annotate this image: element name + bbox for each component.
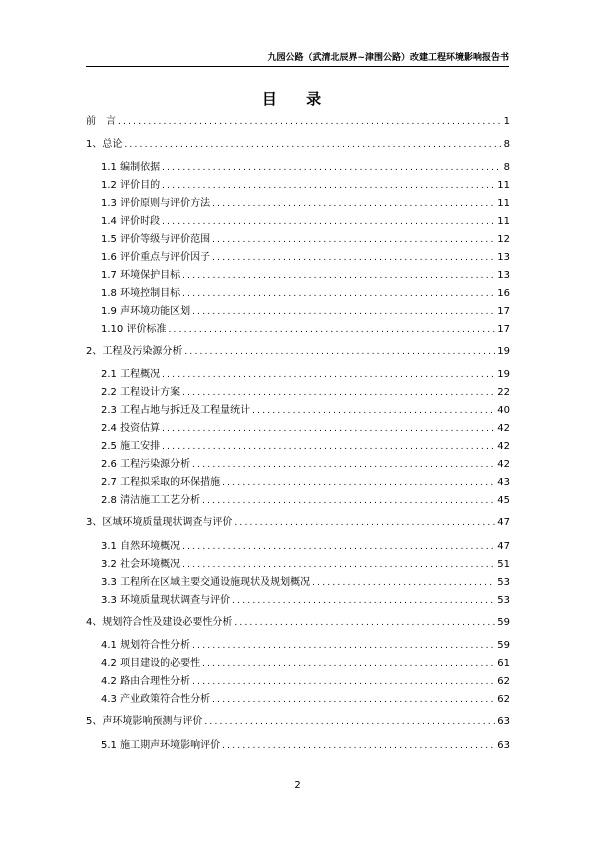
toc-entry-label: 1.10 评价标准 — [101, 324, 167, 335]
dot-leader — [162, 369, 495, 381]
toc-entry[interactable] — [101, 214, 510, 228]
toc-entry[interactable] — [101, 638, 510, 652]
toc-entry-page: 43 — [497, 477, 510, 488]
toc-entry[interactable] — [101, 304, 510, 318]
page-number: 2 — [294, 780, 301, 791]
toc-entry-page: 11 — [497, 198, 510, 209]
toc-entry[interactable] — [101, 268, 510, 282]
toc-entry-page: 19 — [497, 369, 510, 380]
toc-entry-label: 2.7 工程拟采取的环保措施 — [101, 477, 221, 488]
toc-title: 目 录 — [261, 90, 334, 108]
toc-entry-page: 59 — [497, 617, 510, 628]
toc-entry-page: 47 — [497, 517, 510, 528]
dot-leader — [182, 270, 495, 282]
toc-entry-label: 4、规划符合性及建设必要性分析 — [86, 617, 233, 628]
dot-leader — [252, 405, 495, 417]
toc-entry[interactable] — [101, 593, 510, 607]
dot-leader — [204, 716, 495, 728]
toc-entry-label: 4.2 路由合理性分析 — [101, 676, 191, 687]
toc-entry[interactable] — [86, 137, 510, 151]
toc-entry[interactable] — [101, 493, 510, 507]
toc-entry[interactable] — [101, 232, 510, 246]
toc-entry-label: 1.5 评价等级与评价范围 — [101, 234, 211, 245]
dot-leader — [212, 234, 495, 246]
toc-entry-label: 4.1 规划符合性分析 — [101, 640, 191, 651]
dot-leader — [212, 198, 495, 210]
dot-leader — [234, 617, 495, 629]
dot-leader — [192, 640, 495, 652]
toc-entry-label: 5.1 施工期声环境影响评价 — [101, 740, 221, 751]
toc-entry-page: 61 — [497, 658, 510, 669]
dot-leader — [124, 139, 501, 151]
toc-entry[interactable] — [101, 250, 510, 264]
toc-entry-label: 1.3 评价原则与评价方法 — [101, 198, 211, 209]
dot-leader — [162, 216, 495, 228]
toc-entry-label: 1.9 声环境功能区划 — [101, 306, 191, 317]
toc-entry-page: 51 — [497, 559, 510, 570]
toc-entry-page: 63 — [497, 716, 510, 727]
toc-entry[interactable] — [101, 322, 510, 336]
toc-entry-page: 19 — [497, 346, 510, 357]
toc-entry[interactable] — [86, 615, 510, 629]
toc-entry-page: 11 — [497, 180, 510, 191]
toc-entry-label: 前 言 — [86, 116, 116, 127]
toc-entry-label: 2.3 工程占地与拆迁及工程量统计 — [101, 405, 251, 416]
dot-leader — [192, 676, 495, 688]
toc-entry-label: 3.2 社会环境概况 — [101, 559, 181, 570]
dot-leader — [222, 477, 495, 489]
toc-entry-label: 2、工程及污染源分析 — [86, 346, 183, 357]
toc-entry-page: 1 — [503, 116, 510, 127]
dot-leader — [312, 577, 495, 589]
toc-entry-page: 8 — [503, 162, 510, 173]
toc-entry[interactable] — [101, 457, 510, 471]
toc-entry[interactable] — [101, 196, 510, 210]
toc-entry[interactable] — [101, 439, 510, 453]
dot-leader — [184, 346, 495, 358]
toc-entry-page: 45 — [497, 495, 510, 506]
toc-entry-page: 42 — [497, 423, 510, 434]
dot-leader — [222, 740, 495, 752]
dot-leader — [182, 288, 495, 300]
toc-entry[interactable] — [101, 385, 510, 399]
toc-entry-page: 42 — [497, 441, 510, 452]
running-header — [86, 48, 509, 67]
dot-leader — [234, 517, 495, 529]
toc-entry[interactable] — [101, 286, 510, 300]
toc-entry[interactable] — [101, 367, 510, 381]
toc-entry[interactable] — [86, 515, 510, 529]
toc-entry-page: 12 — [497, 234, 510, 245]
toc-entry-label: 3.3 工程所在区域主要交通设施现状及规划概况 — [101, 577, 311, 588]
toc-entry-label: 3.1 自然环境概况 — [101, 541, 181, 552]
toc-entry-label: 2.6 工程污染源分析 — [101, 459, 191, 470]
toc-entry-label: 3、区域环境质量现状调查与评价 — [86, 517, 233, 528]
toc-entry-label: 1.7 环境保护目标 — [101, 270, 181, 281]
toc-entry[interactable] — [101, 692, 510, 706]
toc-entry[interactable] — [101, 656, 510, 670]
toc-entry[interactable] — [101, 421, 510, 435]
toc-entry[interactable] — [101, 475, 510, 489]
toc-entry[interactable] — [86, 114, 510, 128]
toc-entry-page: 53 — [497, 577, 510, 588]
dot-leader — [162, 441, 495, 453]
toc-entry-label: 1.2 评价目的 — [101, 180, 161, 191]
toc-entry-page: 11 — [497, 216, 510, 227]
toc-entry[interactable] — [101, 160, 510, 174]
toc-entry-label: 2.8 清洁施工工艺分析 — [101, 495, 201, 506]
toc-entry-label: 5、声环境影响预测与评价 — [86, 716, 203, 727]
toc-entry-label: 1、总论 — [86, 139, 123, 150]
toc-entry[interactable] — [101, 557, 510, 571]
dot-leader — [202, 495, 495, 507]
toc-entry-page: 40 — [497, 405, 510, 416]
toc-entry-page: 47 — [497, 541, 510, 552]
toc-entry[interactable] — [86, 344, 510, 358]
dot-leader — [192, 459, 495, 471]
running-header-title: 九园公路（武清北辰界~津围公路）改建工程环境影响报告书 — [267, 53, 509, 63]
dot-leader — [212, 694, 495, 706]
dot-leader — [162, 423, 495, 435]
toc-entry-page: 62 — [497, 676, 510, 687]
dot-leader — [118, 116, 502, 128]
dot-leader — [162, 162, 502, 174]
toc-entry-page: 53 — [497, 595, 510, 606]
toc-entry[interactable] — [101, 539, 510, 553]
toc-entry-label: 2.2 工程设计方案 — [101, 387, 181, 398]
toc-entry-page: 17 — [497, 324, 510, 335]
dot-leader — [202, 658, 495, 670]
toc-entry-label: 2.1 工程概况 — [101, 369, 161, 380]
toc-entry-label: 4.3 产业政策符合性分析 — [101, 694, 211, 705]
toc-entry-page: 8 — [503, 139, 510, 150]
toc-entry-page: 63 — [497, 740, 510, 751]
toc-entry-label: 1.8 环境控制目标 — [101, 288, 181, 299]
toc-entry-label: 1.1 编制依据 — [101, 162, 161, 173]
toc-entry-label: 3.3 环境质量现状调查与评价 — [101, 595, 231, 606]
toc-entry-page: 13 — [497, 270, 510, 281]
toc-entry-label: 4.2 项目建设的必要性 — [101, 658, 201, 669]
dot-leader — [162, 180, 495, 192]
toc-entry-label: 1.6 评价重点与评价因子 — [101, 252, 211, 263]
toc-entry-page: 42 — [497, 459, 510, 470]
toc-entry-page: 17 — [497, 306, 510, 317]
dot-leader — [168, 324, 495, 336]
dot-leader — [182, 541, 495, 553]
dot-leader — [212, 252, 495, 264]
toc-entry[interactable] — [101, 674, 510, 688]
toc-entry-page: 16 — [497, 288, 510, 299]
toc-entry-page: 13 — [497, 252, 510, 263]
toc-entry-label: 2.5 施工安排 — [101, 441, 161, 452]
toc-entry-page: 22 — [497, 387, 510, 398]
toc-entry-label: 2.4 投资估算 — [101, 423, 161, 434]
toc-entry-label: 1.4 评价时段 — [101, 216, 161, 227]
toc-entry[interactable] — [101, 403, 510, 417]
toc-entry[interactable] — [101, 575, 510, 589]
dot-leader — [232, 595, 495, 607]
toc-entry-page: 62 — [497, 694, 510, 705]
dot-leader — [182, 387, 495, 399]
dot-leader — [182, 559, 495, 571]
dot-leader — [192, 306, 495, 318]
toc-entry[interactable] — [101, 738, 510, 752]
toc-entry-page: 59 — [497, 640, 510, 651]
toc-entry[interactable] — [86, 714, 510, 728]
toc-entry[interactable] — [101, 178, 510, 192]
